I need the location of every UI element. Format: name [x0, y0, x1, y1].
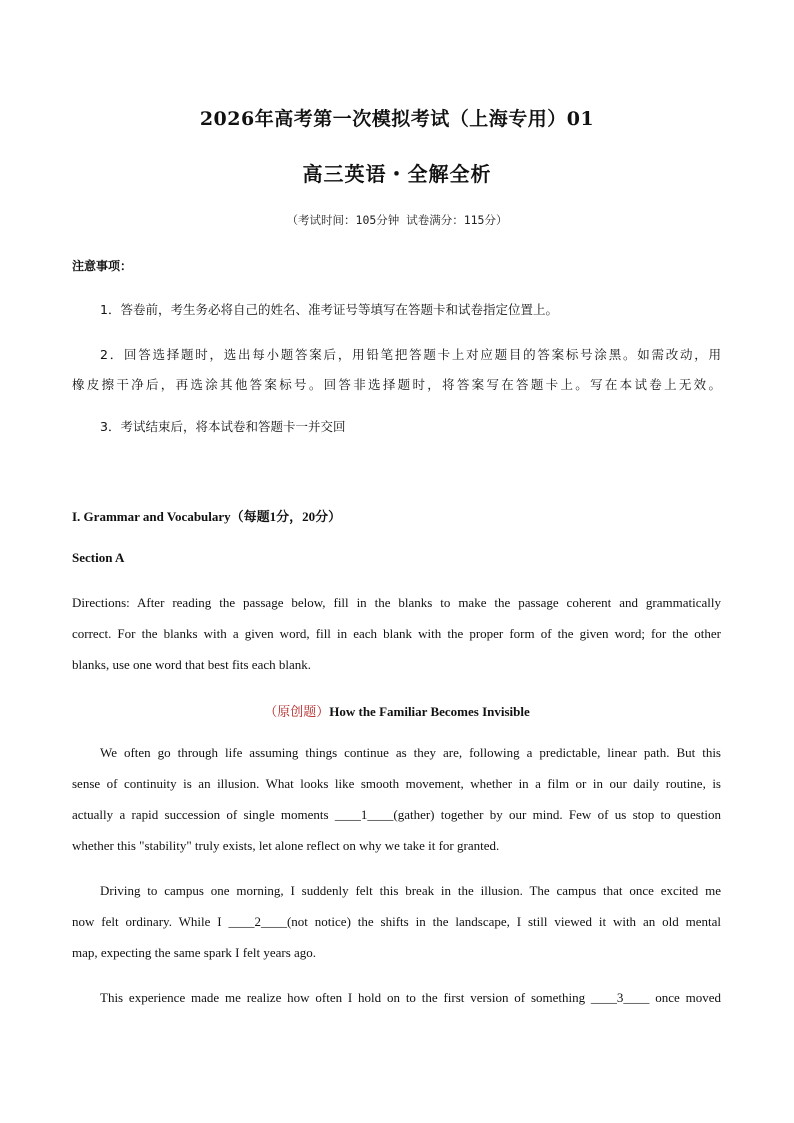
passage-title	[0, 701, 794, 720]
directions-line: blanks, use one word that best fits each blank.	[72, 657, 311, 672]
passage-title-text: How the Familiar Becomes Invisible	[329, 704, 530, 719]
paragraph-line: actually a rapid succession of single moments ____1____(gather) together by our mind. Few of us stop to question	[72, 807, 721, 822]
directions-line: Directions: After reading the passage below, fill in the blanks to make the passage coherent and grammatically	[72, 595, 721, 610]
directions-line: correct. For the blanks with a given word, fill in each blank with the proper form of the given word; for the other	[72, 626, 721, 641]
exam-subtitle: 高三英语・全解全析	[302, 162, 492, 186]
paragraph-3	[72, 990, 721, 1006]
directions	[72, 595, 721, 673]
notice-item-3: 3．考试结束后，将本试卷和答题卡一并交回	[100, 419, 346, 434]
paragraph-line: This experience made me realize how often I hold on to the first version of something ____3____ once moved	[100, 990, 721, 1005]
paragraph-line: We often go through life assuming things continue as they are, following a predictable, linear path. But this	[100, 745, 721, 760]
paragraph-2	[72, 883, 721, 961]
notice-item-1: 1．答卷前，考生务必将自己的姓名、准考证号等填写在答题卡和试卷指定位置上。	[100, 302, 558, 317]
paragraph-line: now felt ordinary. While I ____2____(not notice) the shifts in the landscape, I still viewed it with an old mental	[72, 914, 721, 929]
paragraph-line: sense of continuity is an illusion. What looks like smooth movement, whether in a film or in our daily routine, is	[72, 776, 721, 791]
section-a-heading: Section A	[72, 550, 125, 565]
notice-item-2-line-2: 橡皮擦干净后，再选涂其他答案标号。回答非选择题时，将答案写在答题卡上。写在本试卷上无效。	[72, 377, 721, 392]
passage-tag: （原创题）	[264, 705, 330, 720]
notice-item-2-line-1: 2．回答选择题时，选出每小题答案后，用铅笔把答题卡上对应题目的答案标号涂黑。如需改动，用	[100, 347, 721, 362]
part1-heading: I. Grammar and Vocabulary（每题1分，20分）	[72, 509, 342, 524]
paragraph-line: map, expecting the same spark I felt years ago.	[72, 945, 317, 960]
notice-heading: 注意事项：	[72, 259, 133, 273]
paragraph-line: whether this "stability" truly exists, let alone reflect on why we take it for granted.	[72, 838, 500, 853]
exam-info: （考试时间：105分钟 试卷满分：115分）	[286, 213, 508, 227]
paragraph-line: Driving to campus one morning, I suddenly felt this break in the illusion. The campus that once excited me	[100, 883, 721, 898]
exam-title: 2026年高考第一次模拟考试（上海专用）01	[199, 108, 595, 130]
paragraph-1	[72, 745, 721, 854]
